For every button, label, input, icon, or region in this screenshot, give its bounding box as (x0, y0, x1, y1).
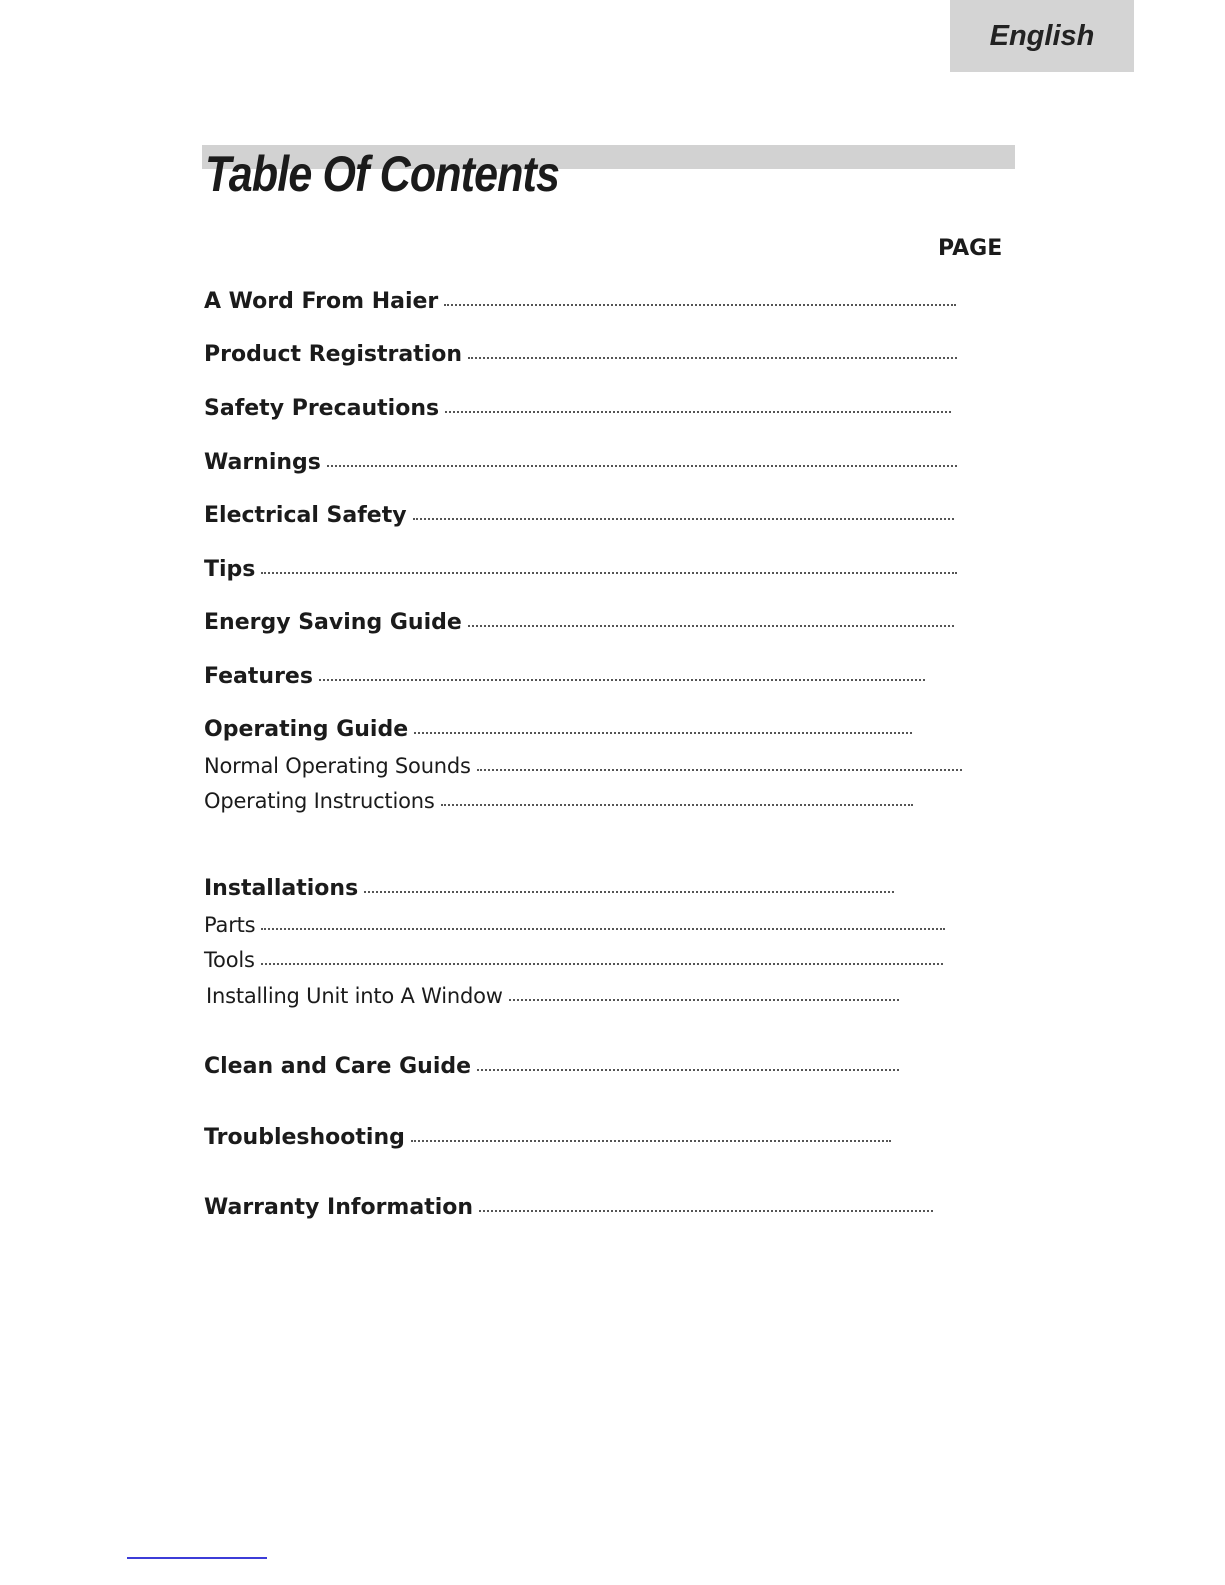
toc-entry-troubleshooting[interactable] (204, 1125, 891, 1150)
dot-leader (327, 465, 957, 467)
toc-entry-a-word-from-haier[interactable] (204, 289, 956, 314)
toc-entry-label: Product Registration (204, 342, 463, 367)
dot-leader (468, 625, 954, 627)
page-column-header: PAGE (938, 236, 1003, 261)
toc-entry-label: Features (204, 664, 313, 689)
toc-entry-operating-guide[interactable] (204, 717, 912, 742)
page-title: Table Of Contents (205, 146, 560, 202)
toc-entry-label: A Word From Haier (204, 289, 439, 314)
dot-leader (477, 1069, 899, 1071)
dot-leader (413, 518, 954, 520)
dot-leader (411, 1140, 891, 1142)
dot-leader (441, 804, 913, 806)
toc-entry-label: Installing Unit into A Window (206, 984, 503, 1008)
toc-entry-operating-instructions[interactable] (204, 789, 913, 813)
toc-entry-installations[interactable] (204, 876, 894, 901)
toc-entry-normal-operating-sounds[interactable] (204, 754, 962, 778)
toc-entry-label: Safety Precautions (204, 396, 440, 421)
toc-entry-clean-and-care-guide[interactable] (204, 1054, 899, 1079)
dot-leader (364, 891, 894, 893)
dot-leader (261, 928, 945, 930)
toc-entry-label: Troubleshooting (204, 1125, 405, 1150)
toc-entry-tips[interactable] (204, 557, 957, 582)
toc-entry-label: Clean and Care Guide (204, 1054, 472, 1079)
dot-leader (444, 304, 956, 306)
dot-leader (509, 999, 899, 1001)
toc-entry-features[interactable] (204, 664, 925, 689)
toc-entry-label: Operating Guide (204, 717, 409, 742)
dot-leader (319, 679, 925, 681)
toc-entry-label: Tools (204, 948, 255, 972)
toc-entry-label: Electrical Safety (204, 503, 407, 528)
toc-entry-safety-precautions[interactable] (204, 396, 951, 421)
dot-leader (261, 963, 943, 965)
toc-entry-product-registration[interactable] (204, 342, 957, 367)
toc-entry-label: Tips (204, 557, 256, 582)
toc-entry-energy-saving-guide[interactable] (204, 610, 954, 635)
toc-entry-parts[interactable] (204, 913, 945, 937)
footer-link-underline (127, 1557, 267, 1559)
toc-entry-label: Normal Operating Sounds (204, 754, 471, 778)
toc-entry-label: Operating Instructions (204, 789, 435, 813)
toc-entry-label: Warranty Information (204, 1195, 474, 1220)
toc-entry-electrical-safety[interactable] (204, 503, 954, 528)
dot-leader (479, 1210, 933, 1212)
dot-leader (468, 357, 957, 359)
dot-leader (261, 572, 957, 574)
dot-leader (445, 411, 951, 413)
toc-entry-installing-unit-into-a-window[interactable] (206, 984, 899, 1008)
toc-entry-label: Installations (204, 876, 359, 901)
toc-entry-label: Parts (204, 913, 256, 937)
toc-entry-warnings[interactable] (204, 450, 957, 475)
dot-leader (477, 769, 962, 771)
toc-entry-label: Energy Saving Guide (204, 610, 462, 635)
toc-entry-warranty-information[interactable] (204, 1195, 933, 1220)
dot-leader (414, 732, 912, 734)
toc-entry-tools[interactable] (204, 948, 943, 972)
toc-entry-label: Warnings (204, 450, 321, 475)
language-tab: English (950, 0, 1134, 72)
